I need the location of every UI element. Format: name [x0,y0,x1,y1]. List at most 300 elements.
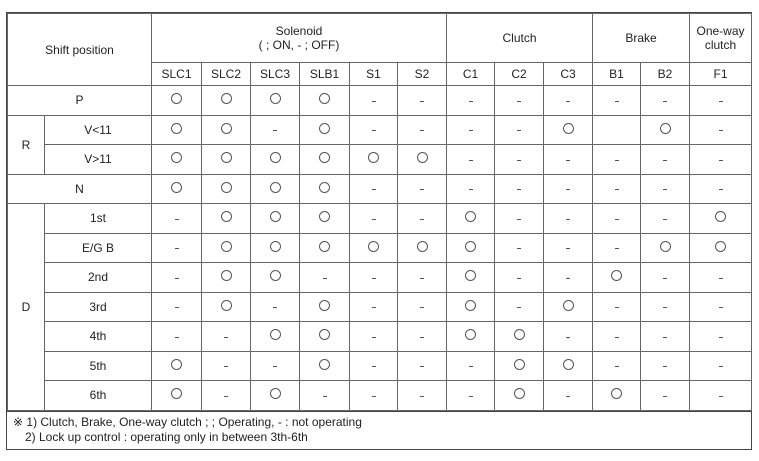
state-cell [300,86,350,116]
off-dash-icon [469,101,473,102]
off-dash-icon [175,248,179,249]
operating-circle-icon [319,123,330,134]
off-dash-icon [372,366,376,367]
operating-circle-icon [221,123,232,134]
state-cell [593,86,641,116]
state-cell [447,351,495,381]
off-dash-icon [372,278,376,279]
column-header-c1: C1 [447,63,495,86]
state-cell [447,292,495,322]
off-dash-icon [615,160,619,161]
off-dash-icon [420,278,424,279]
off-dash-icon [566,396,570,397]
solenoid-legend: ( ; ON, - ; OFF) [258,38,340,52]
off-dash-icon [663,278,667,279]
off-dash-icon [517,130,521,131]
state-cell [202,145,251,175]
state-cell [300,174,350,204]
off-dash-icon [719,130,723,131]
off-dash-icon [566,219,570,220]
off-dash-icon [663,396,667,397]
shift-position-label: V>11 [45,145,152,175]
operating-circle-icon [171,388,182,399]
off-dash-icon [615,337,619,338]
off-dash-icon [719,337,723,338]
table-row [8,351,752,381]
off-dash-icon [420,130,424,131]
state-cell [690,292,752,322]
off-dash-icon [372,101,376,102]
state-cell [641,292,690,322]
operating-circle-icon [465,241,476,252]
state-cell [202,233,251,263]
off-dash-icon [175,337,179,338]
state-cell [593,145,641,175]
state-cell [641,381,690,411]
state-cell [690,115,752,145]
off-dash-icon [719,307,723,308]
note-line-1: ※ 1) Clutch, Brake, One-way clutch ; ; Operating, - : not operating [13,414,362,429]
state-cell [300,204,350,234]
operating-circle-icon [221,270,232,281]
operating-circle-icon [171,182,182,193]
operating-circle-icon [319,211,330,222]
operating-circle-icon [465,270,476,281]
shift-position-label: 4th [45,322,152,352]
off-dash-icon [517,307,521,308]
off-dash-icon [273,366,277,367]
clutch-header: Clutch [447,14,593,63]
state-cell [447,263,495,293]
state-cell [398,204,447,234]
off-dash-icon [372,219,376,220]
off-dash-icon [420,189,424,190]
column-header-slc2: SLC2 [202,63,251,86]
operating-circle-icon [221,241,232,252]
off-dash-icon [469,366,473,367]
state-cell [398,263,447,293]
operating-circle-icon [319,359,330,370]
operating-circle-icon [221,182,232,193]
state-cell [495,115,544,145]
operating-circle-icon [368,241,379,252]
brake-header: Brake [593,14,690,63]
state-cell [251,145,300,175]
column-header-s2: S2 [398,63,447,86]
operating-circle-icon [660,241,671,252]
state-cell [690,263,752,293]
column-header-c3: C3 [544,63,593,86]
off-dash-icon [663,189,667,190]
state-cell [152,263,202,293]
state-cell [690,145,752,175]
state-cell [202,351,251,381]
state-cell [690,174,752,204]
state-cell [544,292,593,322]
state-cell [544,145,593,175]
operating-circle-icon [319,93,330,104]
operating-circle-icon [319,182,330,193]
shift-position-label: P [8,86,152,116]
state-cell [350,174,398,204]
operating-circle-icon [221,300,232,311]
off-dash-icon [566,160,570,161]
off-dash-icon [663,337,667,338]
state-cell [251,351,300,381]
state-cell [641,86,690,116]
state-cell [447,86,495,116]
operating-circle-icon [465,211,476,222]
state-cell [350,204,398,234]
state-cell [202,115,251,145]
state-cell [447,115,495,145]
off-dash-icon [615,248,619,249]
state-cell [495,292,544,322]
state-cell [300,381,350,411]
state-cell [350,115,398,145]
operating-circle-icon [417,152,428,163]
operating-circle-icon [270,388,281,399]
note-line-2: 2) Lock up control : operating only in between 3th-6th [25,429,308,444]
state-cell [350,381,398,411]
column-header-b1: B1 [593,63,641,86]
group-label-r: R [8,115,45,174]
off-dash-icon [517,101,521,102]
off-dash-icon [719,396,723,397]
state-cell [152,204,202,234]
state-cell [495,86,544,116]
off-dash-icon [663,307,667,308]
state-cell [202,292,251,322]
table-row [8,381,752,411]
state-cell [641,233,690,263]
off-dash-icon [469,160,473,161]
state-cell [641,115,690,145]
operating-circle-icon [465,300,476,311]
state-cell [593,263,641,293]
state-cell [398,351,447,381]
state-cell [593,292,641,322]
off-dash-icon [273,130,277,131]
operating-circle-icon [319,241,330,252]
shift-position-table [7,13,752,411]
off-dash-icon [615,189,619,190]
table-row [8,233,752,263]
state-cell [544,233,593,263]
group-label-d: D [8,204,45,411]
off-dash-icon [420,366,424,367]
state-cell [641,322,690,352]
state-cell [398,86,447,116]
shift-position-label: 2nd [45,263,152,293]
state-cell [251,322,300,352]
state-cell [350,263,398,293]
state-cell [152,351,202,381]
column-header-f1: F1 [690,63,752,86]
column-header-slb1: SLB1 [300,63,350,86]
off-dash-icon [517,160,521,161]
operating-circle-icon [417,241,428,252]
off-dash-icon [566,337,570,338]
state-cell [398,292,447,322]
operating-circle-icon [368,152,379,163]
state-cell [202,263,251,293]
state-cell [251,381,300,411]
state-cell [544,351,593,381]
off-dash-icon [719,366,723,367]
state-cell [544,263,593,293]
state-cell [447,381,495,411]
state-cell [495,351,544,381]
state-cell [350,351,398,381]
off-dash-icon [663,219,667,220]
state-cell [544,204,593,234]
state-cell [251,292,300,322]
operating-circle-icon [319,300,330,311]
operating-circle-icon [270,152,281,163]
state-cell [593,174,641,204]
off-dash-icon [224,337,228,338]
state-cell [447,145,495,175]
operating-circle-icon [715,211,726,222]
off-dash-icon [323,396,327,397]
operating-circle-icon [270,93,281,104]
state-cell [690,86,752,116]
state-cell [300,115,350,145]
table-row [8,204,752,234]
state-cell [641,263,690,293]
off-dash-icon [372,337,376,338]
state-cell [447,204,495,234]
state-cell [350,86,398,116]
state-cell [593,381,641,411]
table-row [8,263,752,293]
table-row [8,292,752,322]
operating-circle-icon [715,241,726,252]
state-cell [398,381,447,411]
state-cell [398,233,447,263]
column-header-slc1: SLC1 [152,63,202,86]
operating-circle-icon [563,359,574,370]
state-cell [398,322,447,352]
state-cell [251,115,300,145]
state-cell [544,86,593,116]
oneway-clutch-header: One-way clutch [690,14,752,63]
off-dash-icon [719,160,723,161]
off-dash-icon [224,396,228,397]
state-cell [447,322,495,352]
state-cell [593,351,641,381]
operating-circle-icon [563,123,574,134]
operating-circle-icon [611,270,622,281]
operating-circle-icon [221,93,232,104]
state-cell [447,233,495,263]
state-cell [152,292,202,322]
off-dash-icon [175,307,179,308]
operating-circle-icon [270,211,281,222]
state-cell [544,174,593,204]
state-cell [641,204,690,234]
off-dash-icon [719,189,723,190]
table-row [8,86,752,116]
state-cell [350,233,398,263]
off-dash-icon [420,396,424,397]
state-cell [251,174,300,204]
operating-circle-icon [221,211,232,222]
off-dash-icon [517,278,521,279]
shift-position-label: 3rd [45,292,152,322]
state-cell [300,263,350,293]
column-header-b2: B2 [641,63,690,86]
off-dash-icon [615,366,619,367]
state-cell [398,115,447,145]
state-cell [495,263,544,293]
off-dash-icon [615,307,619,308]
state-cell [398,145,447,175]
off-dash-icon [719,278,723,279]
state-cell [251,263,300,293]
state-cell [300,292,350,322]
table-row [8,145,752,175]
off-dash-icon [566,248,570,249]
state-cell [251,86,300,116]
shift-position-label: 1st [45,204,152,234]
state-cell [152,86,202,116]
state-cell [350,322,398,352]
off-dash-icon [517,189,521,190]
column-header-c2: C2 [495,63,544,86]
off-dash-icon [469,130,473,131]
shift-position-label: 5th [45,351,152,381]
off-dash-icon [372,130,376,131]
operating-circle-icon [171,123,182,134]
state-cell [690,204,752,234]
state-cell [300,322,350,352]
state-cell [690,381,752,411]
shift-table-container [6,12,752,450]
off-dash-icon [420,101,424,102]
off-dash-icon [420,337,424,338]
state-cell [300,233,350,263]
operating-circle-icon [171,359,182,370]
off-dash-icon [372,307,376,308]
notes [7,411,751,449]
operating-circle-icon [270,182,281,193]
operating-circle-icon [270,241,281,252]
operating-circle-icon [465,329,476,340]
column-header-s1: S1 [350,63,398,86]
state-cell [251,204,300,234]
operating-circle-icon [611,388,622,399]
off-dash-icon [615,101,619,102]
state-cell [690,351,752,381]
state-cell [350,292,398,322]
operating-circle-icon [563,300,574,311]
state-cell [152,381,202,411]
off-dash-icon [719,101,723,102]
operating-circle-icon [221,152,232,163]
off-dash-icon [175,219,179,220]
shift-position-header: Shift position [8,14,152,86]
table-row [8,174,752,204]
state-cell [202,322,251,352]
state-cell [251,233,300,263]
off-dash-icon [663,101,667,102]
shift-position-label: V<11 [45,115,152,145]
operating-circle-icon [270,329,281,340]
state-cell [495,174,544,204]
state-cell [152,322,202,352]
operating-circle-icon [319,152,330,163]
operating-circle-icon [319,329,330,340]
state-cell [641,145,690,175]
solenoid-title: Solenoid [275,24,323,38]
state-cell [690,233,752,263]
state-cell [152,115,202,145]
off-dash-icon [663,160,667,161]
state-cell [544,322,593,352]
operating-circle-icon [660,123,671,134]
state-cell [495,233,544,263]
state-cell [641,174,690,204]
state-cell [593,233,641,263]
state-cell [495,145,544,175]
state-cell [152,145,202,175]
state-cell [593,204,641,234]
state-cell [202,86,251,116]
off-dash-icon [566,189,570,190]
state-cell [300,351,350,381]
state-cell [350,145,398,175]
off-dash-icon [224,366,228,367]
shift-position-label: E/G B [45,233,152,263]
shift-position-label: 6th [45,381,152,411]
state-cell [593,322,641,352]
state-cell [641,351,690,381]
state-cell [495,204,544,234]
off-dash-icon [420,307,424,308]
column-header-slc3: SLC3 [251,63,300,86]
state-cell [544,381,593,411]
table-row [8,115,752,145]
state-cell [152,174,202,204]
state-cell [152,233,202,263]
off-dash-icon [372,189,376,190]
state-cell [202,381,251,411]
operating-circle-icon [270,270,281,281]
off-dash-icon [663,366,667,367]
off-dash-icon [273,307,277,308]
off-dash-icon [517,219,521,220]
state-cell [202,174,251,204]
off-dash-icon [323,278,327,279]
state-cell [544,115,593,145]
off-dash-icon [372,396,376,397]
solenoid-header [152,14,447,63]
off-dash-icon [420,219,424,220]
off-dash-icon [615,219,619,220]
operating-circle-icon [514,359,525,370]
state-cell [202,204,251,234]
state-cell [495,322,544,352]
operating-circle-icon [514,329,525,340]
state-cell [690,322,752,352]
table-row [8,322,752,352]
off-dash-icon [469,189,473,190]
state-cell [447,174,495,204]
off-dash-icon [469,396,473,397]
off-dash-icon [517,248,521,249]
